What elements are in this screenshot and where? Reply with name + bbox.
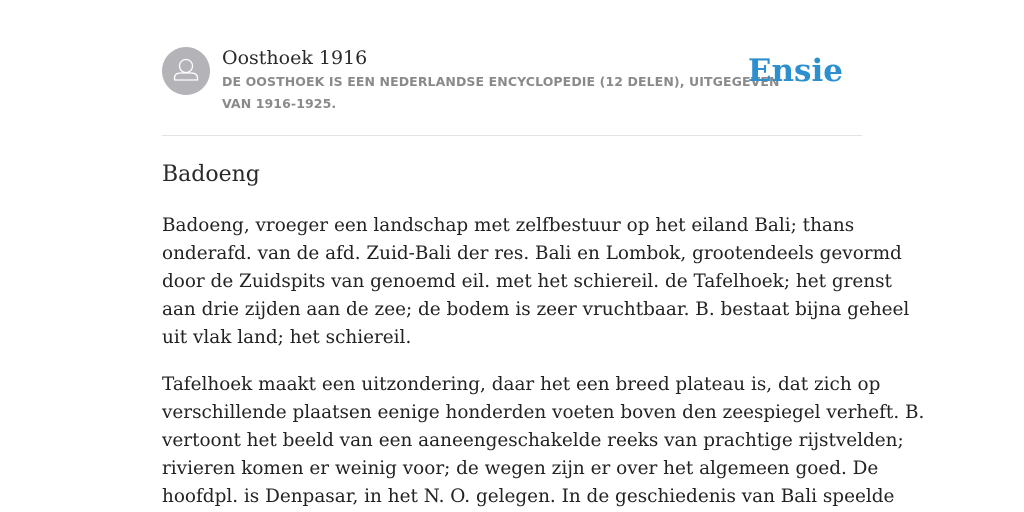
article-paragraph [162,212,910,352]
source-description-line: VAN 1916-1925. [222,96,337,111]
source-title[interactable]: Oosthoek 1916 [222,47,368,69]
paragraph-line: verschillende plaatsen eenige honderden voeten boven den zeespiegel verheft. B. [162,402,925,423]
user-silhouette-icon [162,47,210,95]
paragraph-line: rivieren komen er weinig voor; de wegen zijn er over het algemeen goed. De [162,458,879,479]
paragraph-line: onderafd. van de afd. Zuid-Bali der res. Bali en Lombok, grootendeels gevormd [162,243,902,264]
user-avatar-icon[interactable] [162,47,210,95]
paragraph-line: aan drie zijden aan de zee; de bodem is zeer vruchtbaar. B. bestaat bijna geheel [162,299,910,320]
paragraph-line: uit vlak land; het schiereil. [162,327,412,348]
article-title: Badoeng [162,162,260,187]
page [162,0,925,512]
source-description-line: DE OOSTHOEK IS EEN NEDERLANDSE ENCYCLOPEDIE (12 DELEN), UITGEGEVEN [222,74,780,89]
article-body [162,212,925,512]
source-header [162,47,862,135]
source-info [222,47,780,115]
source-description [222,71,780,115]
header-divider [162,135,862,136]
paragraph-line: Badoeng, vroeger een landschap met zelfbestuur op het eiland Bali; thans [162,215,855,236]
paragraph-line: hoofdpl. is Denpasar, in het N. O. gelegen. In de geschiedenis van Bali speelde [162,486,895,507]
article-paragraph [162,371,925,511]
ensie-logo[interactable]: Ensie [747,53,843,89]
paragraph-line: door de Zuidspits van genoemd eil. met het schiereil. de Tafelhoek; het grenst [162,271,892,292]
paragraph-line: Tafelhoek maakt een uitzondering, daar het een breed plateau is, dat zich op [162,374,881,395]
paragraph-line: vertoont het beeld van een aaneengeschakelde reeks van prachtige rijstvelden; [162,430,904,451]
